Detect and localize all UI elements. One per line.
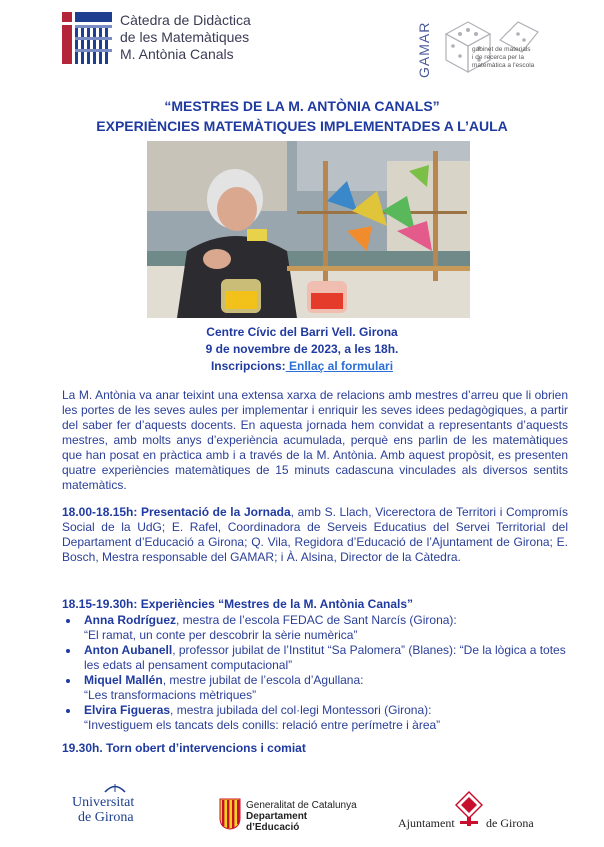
bullet-icon	[66, 649, 70, 653]
speaker-role: , mestra de l’escola FEDAC de Sant Narcís (Girona):	[176, 613, 457, 627]
speaker-role: , mestra jubilada del col·legi Montessori (Girona):	[170, 703, 432, 717]
catedra-name	[120, 12, 251, 63]
gen-line-3: d’Educació	[246, 822, 300, 833]
talk-title: “El ramat, un conte per descobrir la sèrie numèrica”	[84, 628, 358, 642]
gamar-sub-line-3: matemàtica a l'escola	[472, 62, 535, 69]
title-line-2: EXPERIÈNCIES MATEMÀTIQUES IMPLEMENTADES A L’AULA	[96, 118, 508, 134]
experiences-list	[62, 613, 572, 733]
bullet-icon	[66, 679, 70, 683]
list-item	[62, 613, 572, 643]
udg-logo	[72, 795, 134, 825]
speaker-name: Elvira Figueras	[84, 703, 171, 717]
intro-paragraph: La M. Antònia va anar teixint una extensa xarxa de relacions amb mestres d’arreu que li obrien les portes de les seves aules per implementar i enriquir les seves idees pedagògiques, a partir del saber fer d’aquests docents. En aquesta jornada hem convidat a representants d’aquests mestres, amb molts anys d’experiència acumulada, perquè ens parlin de les matemàtiques que han posat en pràctica amb i a través de la M. Antònia. Amb aquest propòsit, es presenten quatre experiències matemàtiques de 15 minuts cadascuna vinculades als diversos sentits matemàtics.	[62, 388, 568, 492]
ajuntament-emblem-icon	[455, 791, 483, 827]
generalitat-shield-icon	[219, 798, 241, 830]
gamar-sub-line-1: gabinet de materials	[472, 46, 531, 53]
signup-form-link[interactable]: Enllaç al formulari	[285, 359, 394, 373]
ajuntament-name-1: Ajuntament	[398, 816, 455, 830]
catedra-line-3: M. Antònia Canals	[120, 46, 234, 62]
ajuntament-name-2: de Girona	[486, 816, 534, 830]
signup-label: Inscripcions:	[210, 359, 286, 373]
list-item	[62, 643, 572, 673]
event-date: 9 de novembre de 2023, a les 18h.	[205, 342, 399, 356]
talk-title: “Les transformacions mètriques”	[84, 688, 257, 702]
udg-line-2: de Girona	[78, 810, 134, 825]
gen-line-2: Departament	[246, 811, 308, 822]
talk-title: “Investiguem els tancats dels conills: relació entre perímetre i àrea”	[84, 718, 441, 732]
speaker-role: , professor jubilat de l’Institut “Sa Palomera” (Blanes): “De la lògica a totes les edats al pensament computacional”	[84, 643, 566, 672]
presentation-heading: 18.00-18.15h: Presentació de la Jornada	[62, 505, 291, 519]
gamar-subtitle	[472, 46, 562, 70]
experiences-heading: 18.15-19.30h: Experiències “Mestres de la M. Antònia Canals”	[62, 597, 414, 611]
speaker-role: , mestre jubilat de l’escola d’Agullana:	[162, 673, 364, 687]
list-item	[62, 673, 572, 703]
event-place: Centre Cívic del Barri Vell. Girona	[206, 325, 398, 339]
title-line-1: “MESTRES DE LA M. ANTÒNIA CANALS”	[164, 98, 440, 114]
bullet-icon	[66, 619, 70, 623]
list-item	[62, 703, 572, 733]
udg-line-1: Universitat	[72, 795, 135, 810]
catedra-logo	[62, 12, 112, 64]
udg-emblem-icon	[104, 783, 126, 793]
gamar-name: GAMAR	[416, 21, 432, 78]
gamar-sub-line-2: i de recerca per la	[472, 54, 525, 61]
speaker-name: Anton Aubanell	[84, 643, 173, 657]
event-photo	[147, 141, 470, 318]
speaker-name: Miquel Mallén	[84, 673, 163, 687]
presentation-text: , amb S. Llach, Vicerectora de Territori i Compromís Social de la UdG; E. Rafel, Coordinadora de Serveis Educatius del Servei Territorial del Departament d’Educació a Girona; Q. Vila, Regidora d’Educació de l’Ajuntament de Girona; E. Bosch, Mestra responsable del GAMAR; i À. Alsina, Director de la Càtedra.	[62, 505, 568, 564]
speaker-name: Anna Rodríguez	[84, 613, 176, 627]
presentation-paragraph	[62, 505, 568, 565]
catedra-line-2: de les Matemàtiques	[120, 29, 250, 45]
generalitat-logo	[246, 800, 357, 833]
closing-line: 19.30h. Torn obert d’intervencions i comiat	[62, 741, 306, 755]
gen-line-1: Generalitat de Catalunya	[246, 800, 357, 811]
catedra-line-1: Càtedra de Didàctica	[120, 12, 251, 28]
gamar-logo-text	[416, 18, 432, 80]
signup-line	[0, 359, 604, 373]
bullet-icon	[66, 709, 70, 713]
